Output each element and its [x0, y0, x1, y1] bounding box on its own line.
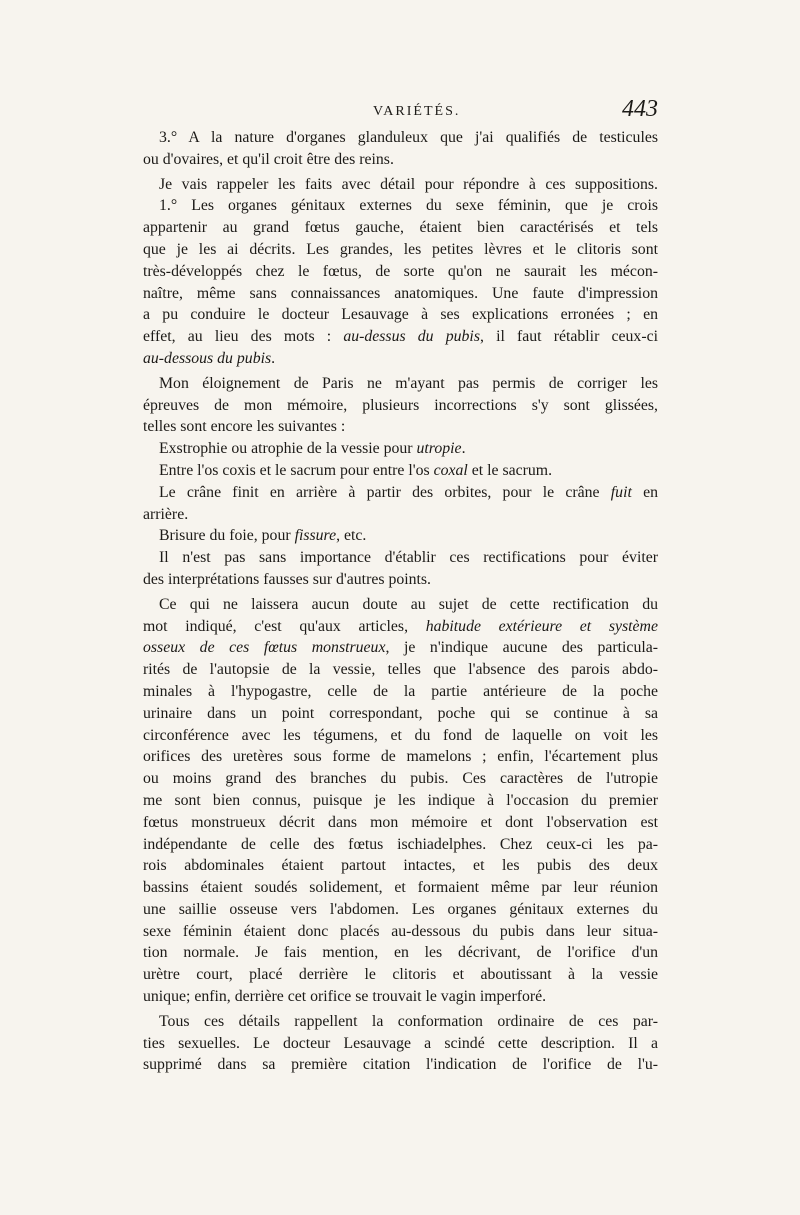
text-run: . — [461, 440, 466, 458]
text-run: telles sont encore les suivantes : — [143, 418, 346, 436]
text-line — [143, 395, 658, 417]
italic-text: au-dessus du pubis — [343, 328, 480, 346]
text-run: Je vais rappeler les faits avec détail pour répondre à ces suppositions. — [159, 175, 658, 193]
text-line — [143, 964, 658, 986]
italic-text: coxal — [433, 461, 468, 479]
text-run: Mon éloignement de Paris ne m'ayant pas permis de corriger les — [159, 374, 658, 392]
text-line — [143, 942, 658, 964]
text-line — [143, 637, 658, 659]
text-run: ties sexuelles. Le docteur Lesauvage a scindé cette description. Il a — [143, 1034, 658, 1052]
text-line — [143, 438, 658, 460]
text-run: ou moins grand des branches du pubis. Ces caractères de l'utropie — [143, 770, 658, 788]
text-run: a pu conduire le docteur Lesauvage à ses explications erronées ; en — [143, 306, 658, 324]
text-line — [143, 746, 658, 768]
text-run: 3.° A la nature d'organes glanduleux que j'ai qualifiés de testicules — [159, 129, 658, 146]
text-run: , etc. — [336, 527, 367, 545]
text-run: Ce qui ne laissera aucun doute au sujet de cette rectification du — [159, 595, 658, 613]
text-run: Brisure du foie, pour — [159, 527, 295, 545]
text-line — [143, 790, 658, 812]
running-title: VARIÉTÉS. — [373, 104, 461, 119]
text-line — [143, 921, 658, 943]
text-line — [143, 855, 658, 877]
running-head — [143, 96, 658, 126]
text-line — [143, 547, 658, 569]
text-line — [143, 877, 658, 899]
text-run: appartenir au grand fœtus gauche, étaient bien caractérisés et tels — [143, 219, 658, 237]
text-line — [143, 283, 658, 305]
text-line — [143, 217, 658, 239]
text-line — [143, 899, 658, 921]
text-line — [143, 616, 658, 638]
text-line — [143, 659, 658, 681]
text-line — [143, 725, 658, 747]
text-line — [143, 174, 658, 196]
text-run: arrière. — [143, 505, 189, 523]
text-line — [143, 768, 658, 790]
text-run: fœtus monstrueux décrit dans mon mémoire et dont l'observation est — [143, 813, 658, 831]
text-line — [143, 304, 658, 326]
italic-text: fissure — [294, 527, 337, 545]
text-run: effet, au lieu des mots : — [143, 328, 344, 346]
text-line — [143, 195, 658, 217]
text-run: mot indiqué, c'est qu'aux articles, — [143, 617, 426, 635]
text-line — [143, 326, 658, 348]
text-run: urinaire dans un point correspondant, poche qui se continue à sa — [143, 704, 658, 722]
text-run: , je n'indique aucune des particula- — [385, 639, 659, 657]
text-line — [143, 834, 658, 856]
text-run: tion normale. Je fais mention, en les décrivant, de l'orifice d'un — [143, 944, 658, 962]
text-run: rités de l'autopsie de la vessie, telles que l'absence des parois abdo- — [143, 661, 658, 679]
text-run: orifices des uretères sous forme de mamelons ; enfin, l'écartement plus — [143, 748, 658, 766]
text-run: indépendante de celle des fœtus ischiadelphes. Chez ceux-ci les pa- — [143, 835, 658, 853]
text-line — [143, 1011, 658, 1033]
body-text — [143, 127, 658, 1076]
text-run: sexe féminin étaient donc placés au-dessous du pubis dans leur situa- — [143, 922, 658, 940]
text-run: 1.° Les organes génitaux externes du sexe féminin, que je crois — [159, 197, 658, 215]
text-run: rois abdominales étaient partout intactes, et les pubis des deux — [143, 857, 658, 875]
text-run: urètre court, placé derrière le clitoris et aboutissant à la vessie — [143, 966, 658, 984]
text-run: épreuves de mon mémoire, plusieurs incorrections s'y sont glissées, — [143, 396, 658, 414]
text-run: que je les ai décrits. Les grandes, les petites lèvres et le clitoris sont — [143, 240, 658, 258]
text-run: Tous ces détails rappellent la conformation ordinaire de ces par- — [159, 1012, 658, 1030]
text-line — [143, 482, 658, 504]
text-run: me sont bien connus, puisque je les indique à l'occasion du premier — [143, 791, 658, 809]
italic-text: utropie — [416, 440, 462, 458]
text-run: et le sacrum. — [467, 461, 553, 479]
text-line — [143, 460, 658, 482]
text-line — [143, 416, 658, 438]
italic-text: fuit — [610, 483, 632, 501]
text-line — [143, 812, 658, 834]
text-run: des interprétations fausses sur d'autres points. — [143, 570, 432, 588]
text-line — [143, 569, 658, 591]
text-run: . — [271, 349, 276, 367]
text-run: minales à l'hypogastre, celle de la partie antérieure de la poche — [143, 682, 658, 700]
text-line — [143, 149, 658, 171]
text-run: ou d'ovaires, et qu'il croit être des reins. — [143, 150, 394, 168]
text-run: Il n'est pas sans importance d'établir ces rectifications pour éviter — [159, 549, 658, 567]
text-run: en — [631, 483, 658, 501]
page-number: 443 — [622, 96, 658, 122]
text-run: circonférence avec les tégumens, et du fond de laquelle on voit les — [143, 726, 658, 744]
text-run: Exstrophie ou atrophie de la vessie pour — [159, 440, 417, 458]
text-line — [143, 373, 658, 395]
text-run: unique; enfin, derrière cet orifice se trouvait le vagin imperforé. — [143, 988, 547, 1006]
italic-text: osseux de ces fœtus monstrueux — [143, 639, 386, 657]
text-line — [143, 525, 658, 547]
text-line — [143, 239, 658, 261]
text-line — [143, 703, 658, 725]
text-line — [143, 348, 658, 370]
text-run: , il faut rétablir ceux-ci — [479, 328, 658, 346]
text-run: Entre l'os coxis et le sacrum pour entre l'os — [159, 461, 434, 479]
italic-text: au-dessous du pubis — [143, 349, 272, 367]
text-run: naître, même sans connaissances anatomiques. Une faute d'impression — [143, 284, 658, 302]
text-run: supprimé dans sa première citation l'indication de l'orifice de l'u- — [143, 1056, 658, 1074]
text-run: très-développés chez le fœtus, de sorte qu'on ne saurait les mécon- — [143, 262, 658, 280]
text-line — [143, 127, 658, 149]
italic-text: habitude extérieure et système — [425, 617, 658, 635]
text-run: Le crâne finit en arrière à partir des orbites, pour le crâne — [159, 483, 611, 501]
text-run: bassins étaient soudés solidement, et formaient même par leur réunion — [143, 879, 658, 897]
text-line — [143, 681, 658, 703]
text-line — [143, 504, 658, 526]
text-line — [143, 1033, 658, 1055]
text-line — [143, 986, 658, 1008]
text-run: une saillie osseuse vers l'abdomen. Les organes génitaux externes du — [143, 900, 658, 918]
text-line — [143, 594, 658, 616]
text-line — [143, 1054, 658, 1076]
text-line — [143, 261, 658, 283]
